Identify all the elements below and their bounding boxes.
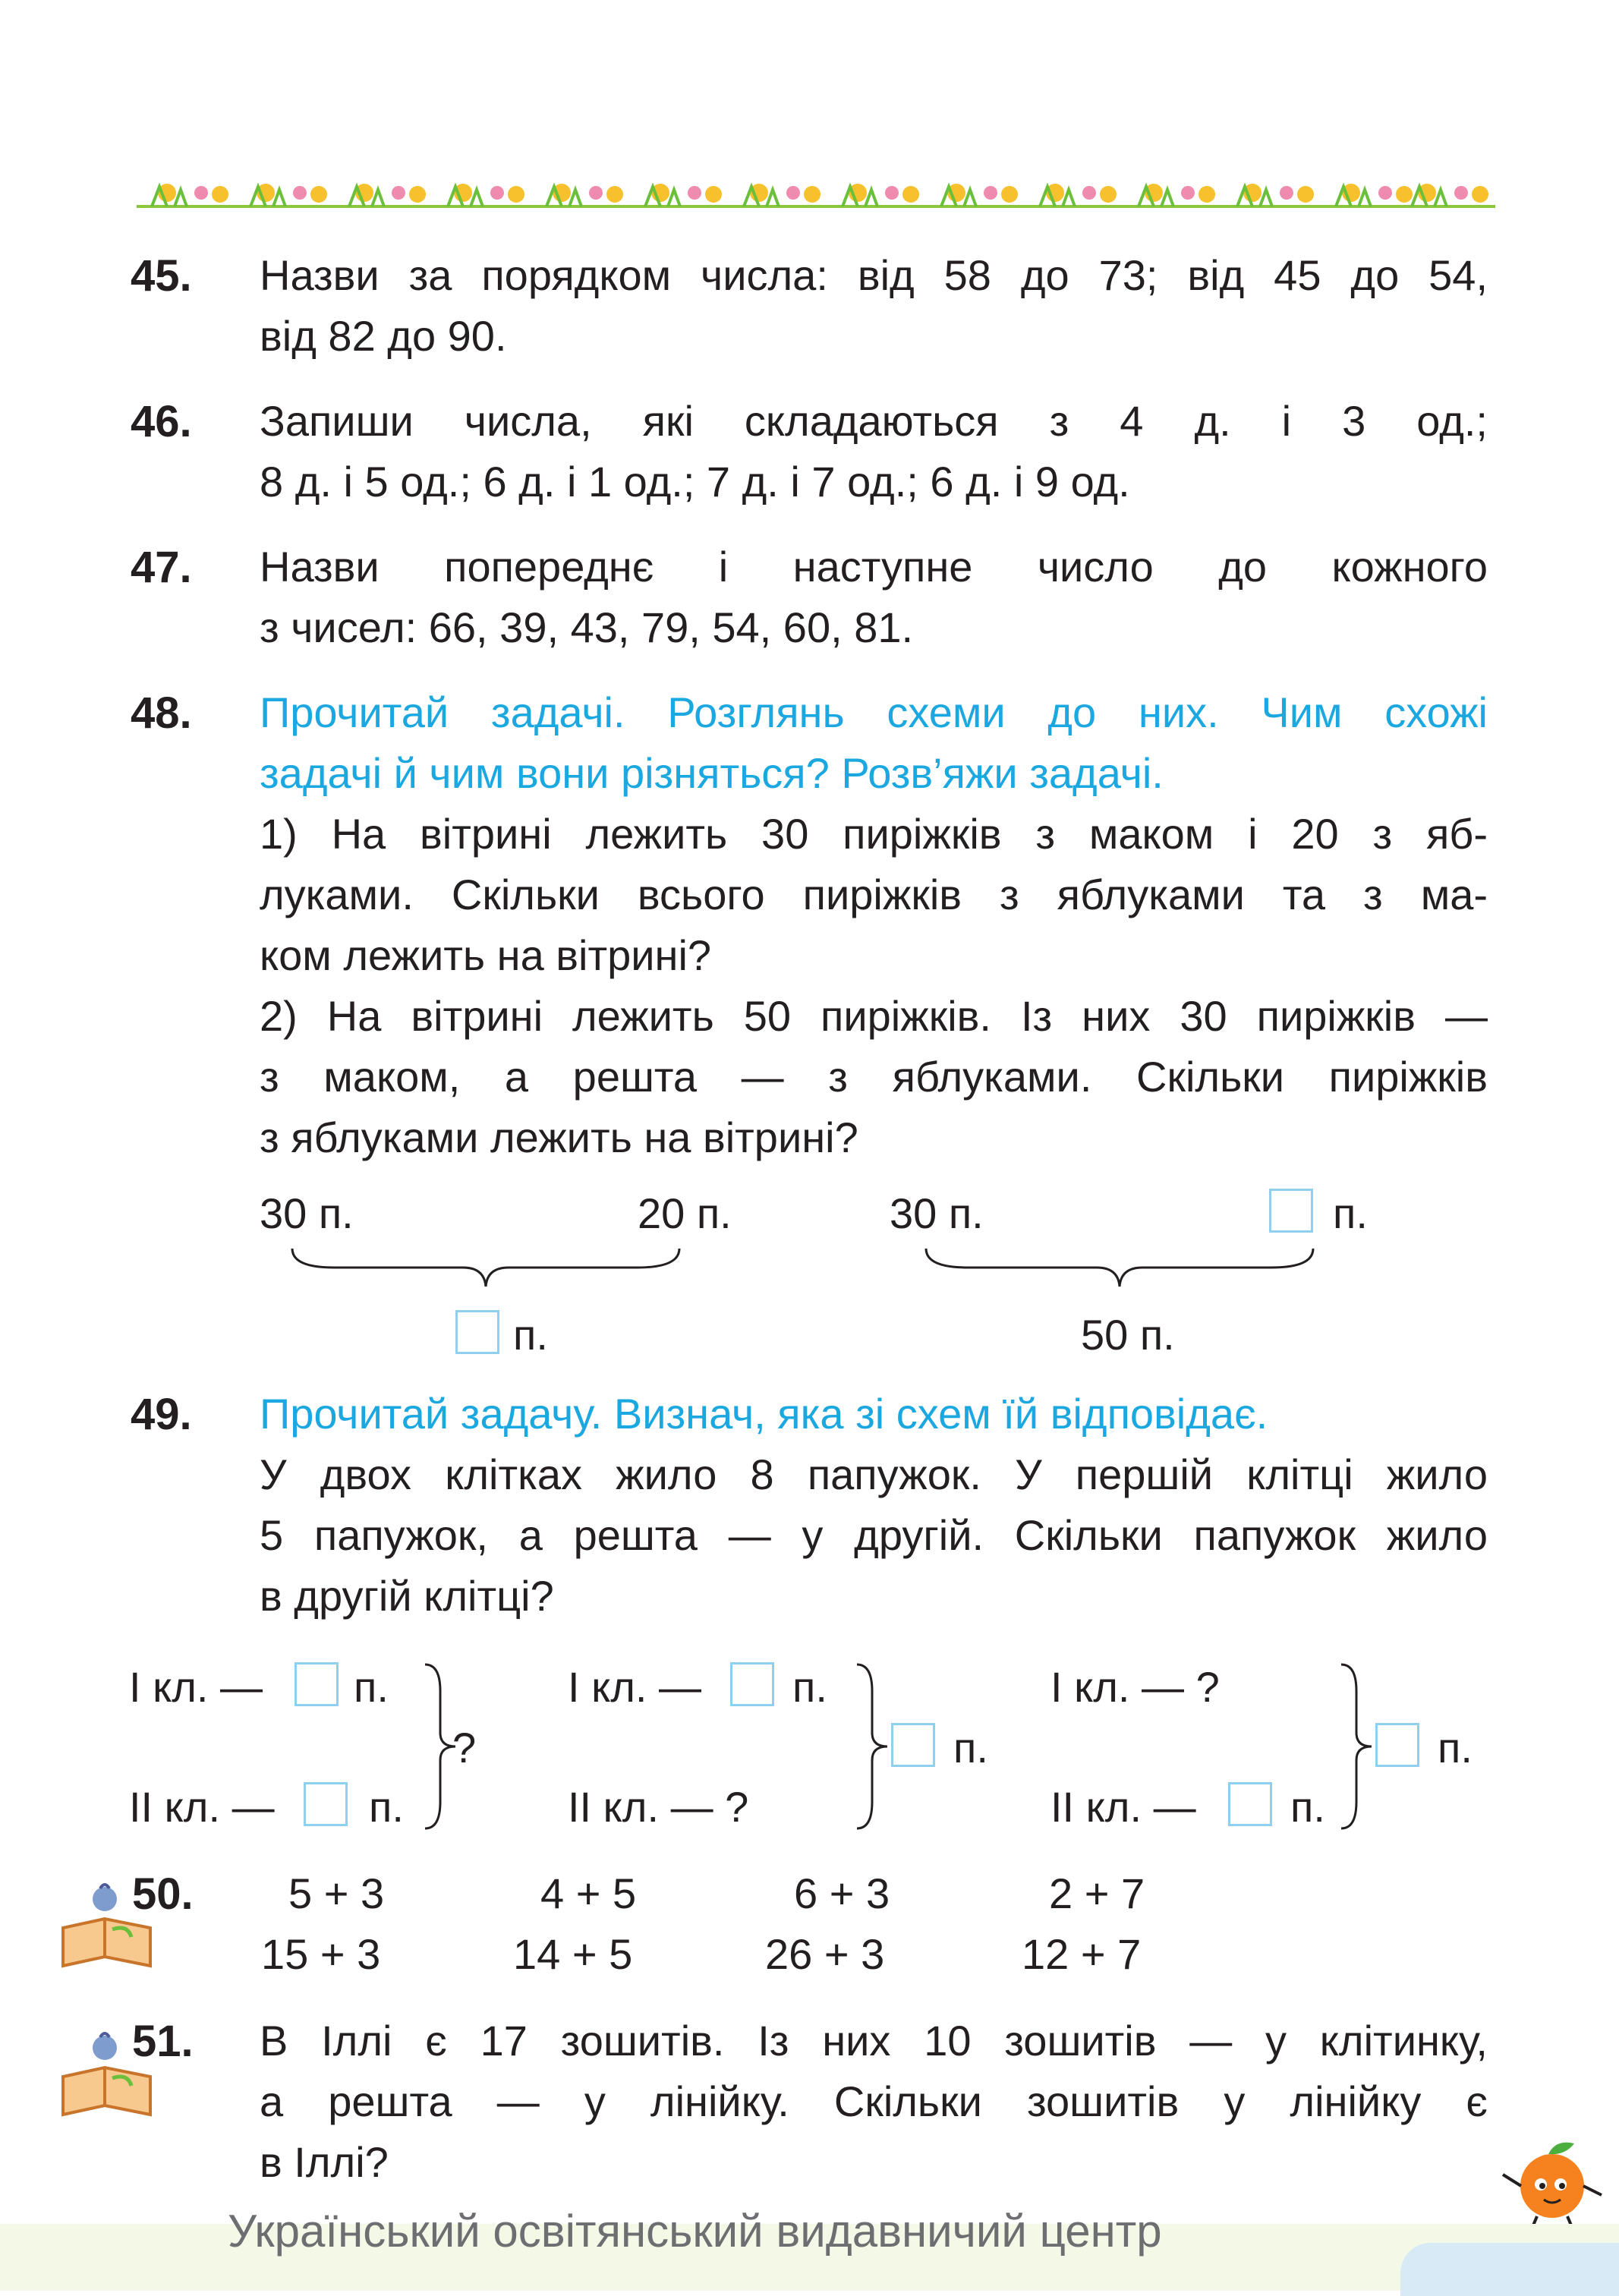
task-48-number: 48. [131, 688, 192, 738]
scheme-a-row1-box[interactable] [295, 1662, 339, 1706]
task-48-problem1-line3: ком лежить на вітрині? [260, 931, 712, 979]
scheme-b-brace [853, 1661, 891, 1832]
scheme-a-row2-unit: п. [369, 1783, 404, 1831]
task-47-number: 47. [131, 543, 192, 592]
scheme-b-row1-box[interactable] [730, 1662, 774, 1706]
task-50-row1-expr4: 2 + 7 [1049, 1869, 1145, 1917]
task-47-line1: Назви попереднє і наступне число до кожного [260, 543, 1488, 591]
task-48-instruction-line1: Прочитай задачі. Розглянь схеми до них. Чим схожі [260, 688, 1488, 736]
task-50-number: 50. [132, 1869, 194, 1919]
task-46-line1: Запиши числа, які складаються з 4 д. і 3 од.; [260, 397, 1488, 445]
task-46-number: 46. [131, 397, 192, 446]
scheme1-right-label: 20 п. [638, 1189, 732, 1237]
task-48-problem1-line1: 1) На вітрині лежить 30 пиріжків з маком і 20 з яб- [260, 810, 1488, 858]
scheme-c-row2-unit: п. [1290, 1783, 1325, 1831]
scheme-b-total-unit: п. [953, 1724, 988, 1772]
task-51-line2: а решта — у лінійку. Скільки зошитів у лінійку є [260, 2077, 1488, 2125]
task-51-line1: В Іллі є 17 зошитів. Із них 10 зошитів — у клітинку, [260, 2017, 1488, 2065]
task-50-row2-expr3: 26 + 3 [765, 1930, 885, 1978]
scheme2-right-unit: п. [1333, 1189, 1368, 1237]
scheme2-brace [922, 1245, 1317, 1290]
scheme-a-row1-unit: п. [354, 1663, 389, 1711]
task-49-line1: У двох клітках жило 8 папужок. У першій клітці жило [260, 1450, 1488, 1498]
scheme-a-row1-label: І кл. — [129, 1663, 263, 1711]
task-48-instruction-line2: задачі й чим вони різняться? Розв’яжи задачі. [260, 749, 1164, 797]
task-49-instruction: Прочитай задачу. Визнач, яка зі схем їй відповідає. [260, 1390, 1268, 1438]
scheme-c-row2-box[interactable] [1228, 1782, 1272, 1826]
task-50-row1-expr3: 6 + 3 [794, 1869, 890, 1917]
scheme2-left-label: 30 п. [890, 1189, 984, 1237]
task-46-line2: 8 д. і 5 од.; 6 д. і 1 од.; 7 д. і 7 од.; 6 д. і 9 од. [260, 458, 1130, 505]
scheme1-answer-box[interactable] [455, 1310, 499, 1354]
task-50-row2-expr1: 15 + 3 [261, 1930, 381, 1978]
scheme-a-row2-box[interactable] [304, 1782, 348, 1826]
task-50-row1-expr1: 5 + 3 [288, 1869, 385, 1917]
task-50-row2-expr4: 12 + 7 [1022, 1930, 1142, 1978]
scheme1-bottom-unit: п. [513, 1311, 548, 1359]
task-47-line2: з чисел: 66, 39, 43, 79, 54, 60, 81. [260, 603, 914, 651]
scheme-b-row1-unit: п. [792, 1663, 827, 1711]
scheme-b-row1-label: І кл. — [568, 1663, 702, 1711]
scheme-c-total-box[interactable] [1375, 1723, 1419, 1767]
task-48-problem1-line2: луками. Скільки всього пиріжків з яблуками та з ма- [260, 871, 1488, 918]
scheme-a-row2-label: ІІ кл. — [129, 1783, 275, 1831]
scheme-c-row1-label: І кл. — ? [1050, 1663, 1220, 1711]
scheme-c-row2-label: ІІ кл. — [1050, 1783, 1196, 1831]
scheme-c-brace [1337, 1661, 1375, 1832]
task-45-line1: Назви за порядком числа: від 58 до 73; від 45 до 54, [260, 251, 1488, 299]
page-number-tab [1400, 2243, 1619, 2296]
task-48-problem2-line3: з яблуками лежить на вітрині? [260, 1113, 858, 1161]
task-49-line3: в другій клітці? [260, 1572, 554, 1620]
task-48-problem2-line2: з маком, а решта — з яблуками. Скільки пиріжків [260, 1053, 1488, 1101]
scheme2-bottom-label: 50 п. [1081, 1311, 1175, 1359]
decorative-flower-border [137, 170, 1495, 213]
scheme1-brace [288, 1245, 683, 1290]
task-51-line3: в Іллі? [260, 2138, 389, 2186]
task-49-line2: 5 папужок, а решта — у другій. Скільки папужок жило [260, 1511, 1488, 1559]
scheme2-answer-box[interactable] [1269, 1189, 1313, 1233]
scheme1-left-label: 30 п. [260, 1189, 354, 1237]
task-45-number: 45. [131, 251, 192, 301]
footer-publisher: Український освітянський видавничий центр [228, 2206, 1162, 2257]
scheme-c-total-unit: п. [1438, 1724, 1473, 1772]
scheme-a-total: ? [452, 1724, 477, 1772]
task-45-line2: від 82 до 90. [260, 312, 507, 360]
scheme-b-total-box[interactable] [891, 1723, 935, 1767]
task-50-row1-expr2: 4 + 5 [540, 1869, 637, 1917]
scheme-b-row2-label: ІІ кл. — ? [568, 1783, 749, 1831]
task-50-row2-expr2: 14 + 5 [513, 1930, 633, 1978]
task-51-number: 51. [132, 2017, 194, 2066]
task-49-number: 49. [131, 1390, 192, 1439]
task-48-problem2-line1: 2) На вітрині лежить 50 пиріжків. Із них 30 пиріжків — [260, 992, 1488, 1040]
